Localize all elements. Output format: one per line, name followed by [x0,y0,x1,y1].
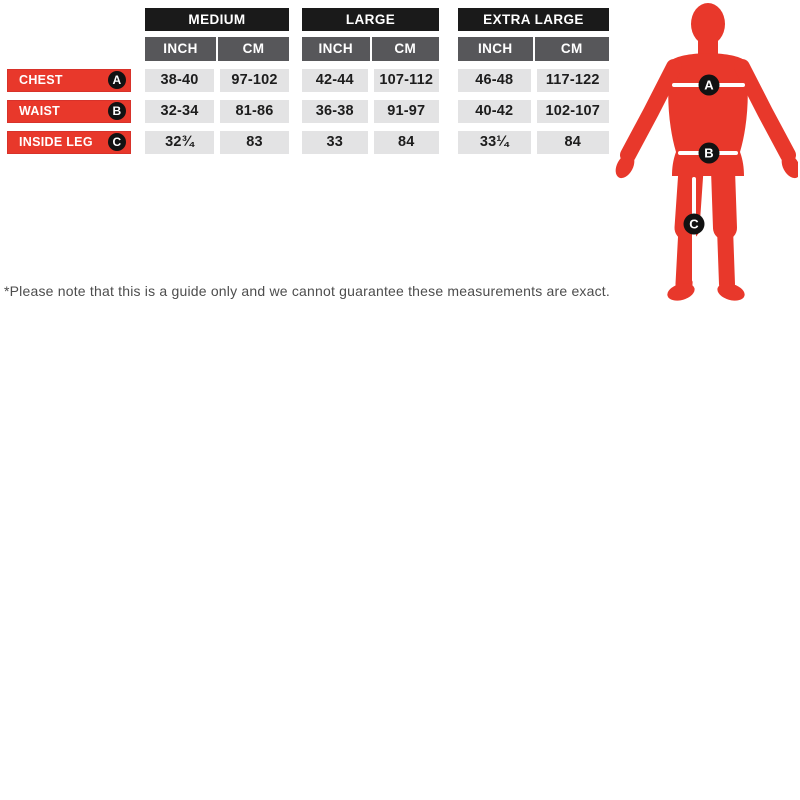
waist-cm-value: 81-86 [220,100,289,123]
size-name-header: MEDIUM [145,8,289,31]
figure-marker-b-label: B [704,145,714,161]
size-table-extra-large [458,8,609,162]
waist-inch-value: 32-34 [145,100,214,123]
size-table-medium [145,8,289,162]
unit-header-row [145,37,289,61]
chest-inch-value: 38-40 [145,69,214,92]
marker-c-badge: C [108,133,126,151]
waist-cm-value: 91-97 [374,100,440,123]
table-row [302,100,439,123]
figure-marker-c-label: C [689,216,699,232]
body-silhouette-icon [612,0,798,312]
figure-marker-a-label: A [704,77,714,93]
unit-header-inch: INCH [458,37,533,61]
inside-leg-inch-value: 32¾ [145,131,214,154]
unit-header-inch: INCH [302,37,370,61]
size-table-large [302,8,439,162]
table-row [302,69,439,92]
row-label-waist [7,100,131,123]
disclaimer-note: *Please note that this is a guide only and we cannot guarantee these measurements are exact. [4,283,610,299]
row-label-text: WAIST [19,104,61,118]
marker-b-badge: B [108,102,126,120]
table-row [145,69,289,92]
table-row [302,131,439,154]
body-measurement-diagram [612,0,798,312]
unit-header-cm: CM [535,37,610,61]
inside-leg-inch-value: 33 [302,131,368,154]
inside-leg-cm-value: 83 [220,131,289,154]
unit-header-cm: CM [218,37,289,61]
unit-header-inch: INCH [145,37,216,61]
unit-header-row [458,37,609,61]
waist-inch-value: 36-38 [302,100,368,123]
inside-leg-inch-value: 33¼ [458,131,531,154]
chest-inch-value: 42-44 [302,69,368,92]
chest-cm-value: 117-122 [537,69,610,92]
marker-a-badge: A [108,71,126,89]
waist-inch-value: 40-42 [458,100,531,123]
inside-leg-cm-value: 84 [374,131,440,154]
row-label-chest [7,69,131,92]
chest-inch-value: 46-48 [458,69,531,92]
size-name-header: EXTRA LARGE [458,8,609,31]
chest-cm-value: 107-112 [374,69,440,92]
inside-leg-cm-value: 84 [537,131,610,154]
waist-cm-value: 102-107 [537,100,610,123]
table-row [145,131,289,154]
row-label-inside-leg [7,131,131,154]
unit-header-row [302,37,439,61]
measurement-labels [7,69,131,162]
size-name-header: LARGE [302,8,439,31]
row-label-text: CHEST [19,73,63,87]
table-row [458,100,609,123]
table-row [145,100,289,123]
row-label-text: INSIDE LEG [19,135,93,149]
chest-cm-value: 97-102 [220,69,289,92]
table-row [458,131,609,154]
unit-header-cm: CM [372,37,440,61]
table-row [458,69,609,92]
